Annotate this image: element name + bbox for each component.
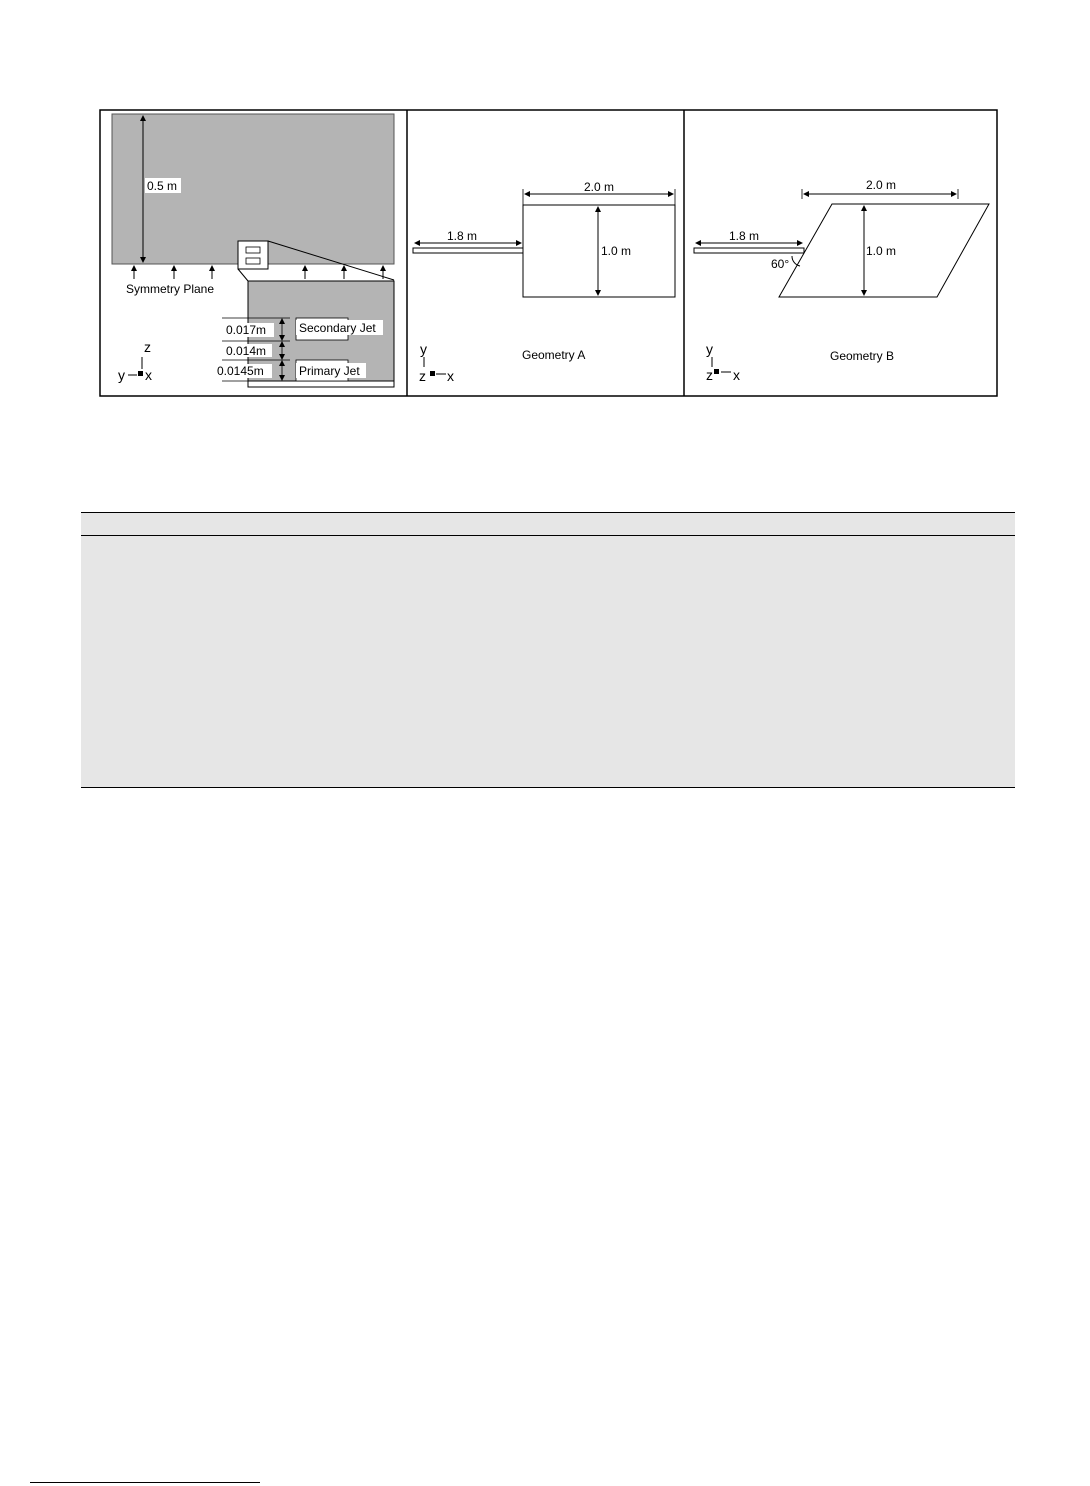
angle-label: 60° bbox=[771, 257, 790, 271]
axis-left-label: z bbox=[706, 367, 713, 383]
symmetry-plane-label: Symmetry Plane bbox=[126, 282, 215, 296]
secondary-jet-label: Secondary Jet bbox=[299, 321, 376, 335]
jet-pipe bbox=[694, 248, 804, 253]
axis-right-label: x bbox=[145, 367, 152, 383]
axis-triad bbox=[706, 341, 740, 383]
secondary-jet-dimension: 0.017m bbox=[226, 323, 267, 337]
zoom-region-jet bbox=[246, 258, 260, 264]
height-label: 1.0 m bbox=[601, 244, 632, 258]
panel-geometry-a bbox=[413, 180, 675, 384]
width-label: 2.0 m bbox=[866, 178, 897, 192]
detail-bottom-strip bbox=[248, 381, 394, 387]
jet-length-label: 1.8 m bbox=[447, 229, 478, 243]
geometry-caption: Geometry A bbox=[522, 348, 586, 362]
zoom-connector bbox=[238, 269, 248, 281]
table-body bbox=[81, 536, 1015, 788]
domain-height-label: 0.5 m bbox=[147, 179, 178, 193]
axis-vertical-label: z bbox=[144, 339, 151, 355]
axis-left-label: y bbox=[118, 367, 125, 383]
footnote-separator bbox=[30, 1482, 260, 1483]
primary-jet-label: Primary Jet bbox=[299, 364, 360, 378]
panel-symmetry-plane bbox=[112, 114, 394, 387]
axis-triad bbox=[419, 341, 454, 384]
panel-geometry-b bbox=[694, 178, 989, 383]
gap-dimension: 0.014m bbox=[226, 344, 267, 358]
axis-right-label: x bbox=[733, 367, 740, 383]
jet-pipe bbox=[413, 248, 523, 253]
geometry-caption: Geometry B bbox=[830, 349, 895, 363]
primary-jet-dimension: 0.0145m bbox=[217, 364, 264, 378]
geometry-figure bbox=[0, 0, 1090, 420]
table-placeholder bbox=[81, 512, 1015, 788]
axis-left-label: z bbox=[419, 368, 426, 384]
width-label: 2.0 m bbox=[584, 180, 615, 194]
axis-vertical-label: y bbox=[706, 341, 713, 357]
axis-vertical-label: y bbox=[420, 341, 427, 357]
zoom-region-jet bbox=[246, 247, 260, 253]
axis-right-label: x bbox=[447, 368, 454, 384]
jet-length-label: 1.8 m bbox=[729, 229, 760, 243]
axis-triad bbox=[118, 339, 152, 383]
table-header-row bbox=[81, 512, 1015, 536]
zoom-region bbox=[238, 241, 268, 269]
height-label: 1.0 m bbox=[866, 244, 897, 258]
domain-rectangle bbox=[523, 205, 675, 297]
